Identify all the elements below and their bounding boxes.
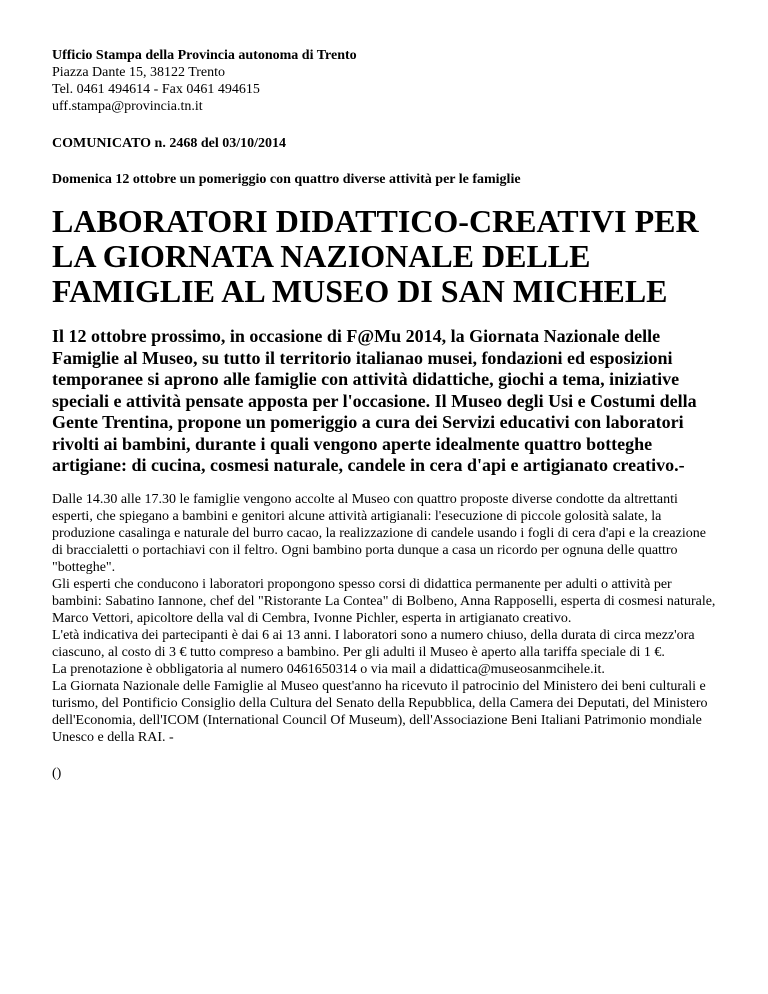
release-subtitle: Domenica 12 ottobre un pomeriggio con quattro diverse attività per le famiglie — [52, 172, 521, 187]
body-paragraph-schedule: Dalle 14.30 alle 17.30 le famiglie vengono accolte al Museo con quattro proposte diverse condotte da altrettanti esperti, che spiegano a bambini e genitori alcune attività artigianali: l'esecuzione di piccole golosità salate, la produzione casalinga e naturale del burro cacao, la realizzazione di candele usando i fogli di cera d'api e la creazione di braccialetti o portachiavi con il feltro. Ogni bambino porta dunque a casa un ricordo per ognuna delle quattro "botteghe". — [52, 491, 706, 575]
letterhead — [52, 47, 716, 115]
office-address: Piazza Dante 15, 38122 Trento — [52, 65, 226, 80]
body-paragraph-patronage: La Giornata Nazionale delle Famiglie al Museo quest'anno ha ricevuto il patrocinio del Ministero dei beni culturali e turismo, del Pontificio Consiglio della Cultura del Senato della Repubblica, della Camera dei Deputati, del Ministero dell'Economia, dell'ICOM (International Council Of Museum), dell'Associazione Beni Italiani Patrimonio mondiale Unesco e della RAI. - — [52, 678, 708, 745]
footer-mark: () — [52, 765, 62, 781]
page-title: LABORATORI DIDATTICO-CREATIVI PER LA GIORNATA NAZIONALE DELLE FAMIGLIE AL MUSEO DI SAN MICHELE — [52, 203, 699, 309]
body-paragraph-age-cost: L'età indicativa dei partecipanti è dai 6 ai 13 anni. I laboratori sono a numero chiuso, della durata di circa mezz'ora ciascuno, al costo di 3 € tutto compreso a bambino. Per gli adulti il Museo è aperto alla tariffa speciale di 1 €. — [52, 627, 695, 660]
lead-paragraph: Il 12 ottobre prossimo, in occasione di F@Mu 2014, la Giornata Nazionale delle Famiglie al Museo, su tutto il territorio italianao musei, fondazioni ed esposizioni temporanee si aprono alle famiglie con attività didattiche, giochi a tema, iniziative speciali e attività pensate apposta per l'occasione. Il Museo degli Usi e Costumi della Gente Trentina, propone un pomeriggio a cura dei Servizi educativi con laboratori rivolti ai bambini, durante i quali vengono aperte idealmente quattro botteghe artigiane: di cucina, cosmesi naturale, candele in cera d'api e artigianato creativo.- — [52, 326, 697, 475]
office-email: uff.stampa@provincia.tn.it — [52, 99, 203, 114]
office-name: Ufficio Stampa della Provincia autonoma di Trento — [52, 48, 357, 63]
body-paragraph-booking: La prenotazione è obbligatoria al numero 0461650314 o via mail a didattica@museosanmcihele.it. — [52, 661, 605, 677]
body-text — [52, 491, 716, 746]
office-phone-fax: Tel. 0461 494614 - Fax 0461 494615 — [52, 82, 260, 97]
release-number: COMUNICATO n. 2468 del 03/10/2014 — [52, 136, 286, 151]
body-paragraph-experts: Gli esperti che conducono i laboratori propongono spesso corsi di didattica permanente per adulti o attività per bambini: Sabatino Iannone, chef del "Ristorante La Contea" di Bolbeno, Anna Rapposelli, esperta di cosmesi naturale, Marco Vettori, apicoltore della val di Cembra, Ivonne Pichler, esperta in artigianato creativo. — [52, 576, 716, 626]
